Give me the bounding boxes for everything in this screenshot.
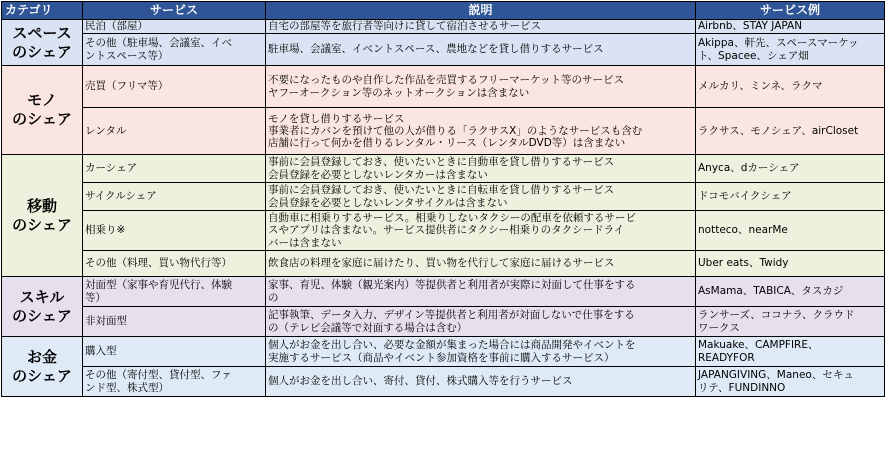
service-cell [83,20,266,34]
service-cell [83,277,266,307]
description-cell [266,34,696,66]
description-line: 飲食店の料理を家庭に届けたり、買い物を代行して家庭に届けるサービス [268,257,615,270]
examples-cell [696,183,885,211]
sharing-economy-table [1,1,885,397]
description-line: 自動車に相乗りするサービス。相乗りしないタクシーの配車を依頼するサービ [268,212,636,225]
examples-cell [696,367,885,397]
table-row [2,307,885,337]
examples-line: Airbnb、STAY JAPAN [698,20,803,33]
table-row [2,211,885,251]
examples-cell [696,211,885,251]
description-cell [266,211,696,251]
service-cell [83,337,266,367]
description-line: モノを貸し借りするサービス [268,112,405,125]
service-line: 相乗り※ [85,224,126,237]
service-cell [83,183,266,211]
description-line: 事前に会員登録しておき、使いたいときに自動車を貸し借りするサービス [268,156,615,169]
service-cell [83,307,266,337]
service-line: 等） [85,291,106,304]
service-cell [83,367,266,397]
examples-line: メルカリ、ミンネ、ラクマ [698,80,823,93]
header-description: 説明 [266,2,696,20]
description-cell [266,277,696,307]
category-label: スキル [19,287,65,306]
service-cell [83,155,266,183]
category-label: お金 [26,347,57,366]
examples-cell [696,337,885,367]
category-label: のシェア [12,110,72,128]
examples-line: JAPANGIVING、Maneo、セキュ [698,369,854,382]
header-category: カテゴリ [2,2,83,20]
service-line: その他（料理、買い物代行等） [85,257,232,270]
description-cell [266,307,696,337]
examples-line: ランサーズ、ココナラ、クラウド [698,309,855,322]
category-cell [2,66,83,155]
category-cell [2,155,83,277]
category-cell [2,20,83,66]
description-cell [266,155,696,183]
description-line: 個人がお金を出し合い、寄付、貸付、株式購入等を行うサービス [268,375,573,388]
service-line: サイクルシェア [85,190,157,203]
category-label: のシェア [12,215,72,234]
description-line: 事業者にカバンを預けて他の人が借りる「ラクサスX」のようなサービスも含む [268,124,643,137]
description-line: 不要になったものや自作した作品を売買するフリーマーケット等のサービス [268,74,625,87]
examples-cell [696,277,885,307]
description-cell [266,20,696,34]
description-line: 店舗に行って何かを借りるレンタル・リース（レンタルDVD等）は含まない [268,137,626,150]
service-line: ンド型、株式型） [85,381,169,394]
description-line: 自宅の部屋等を旅行者等向けに貸して宿泊させるサービス [268,20,541,33]
table-row [2,34,885,66]
description-line: 会員登録を必要としないレンタサイクルは含まない [268,196,508,209]
description-line: 実施するサービス（商品やイベント参加資格を事前に購入するサービス） [268,351,615,364]
service-line: 民泊（部屋） [85,20,148,33]
table-row [2,251,885,277]
description-cell [266,367,696,397]
description-line: 家事、育児、体験（観光案内）等提供者と利用者が実際に対面して仕事をする [268,279,636,292]
service-cell [83,66,266,108]
service-line: 非対面型 [85,315,127,328]
category-cell [2,337,83,397]
description-line: の（テレビ会議等で対面する場合は含む） [268,321,468,334]
examples-line: Anyca、dカーシェア [698,162,800,175]
examples-line: リテ、FUNDINNO [698,381,786,394]
category-label: スペース [12,23,72,42]
description-line: バーは含まない [268,236,342,249]
table-row [2,337,885,367]
description-cell [266,183,696,211]
examples-line: Uber eats、Twidy [698,257,789,270]
description-line: 事前に会員登録しておき、使いたいときに自転車を貸し借りするサービス [268,184,615,197]
description-line: ヤフーオークション等のネットオークションは含まない [268,86,530,99]
header-row [2,2,885,20]
description-line: 個人がお金を出し合い、必要な金額が集まった場合には商品開発やイベントを [268,339,636,352]
examples-cell [696,251,885,277]
examples-line: Makuake、CAMPFIRE、 [698,339,819,352]
examples-line: READYFOR [698,351,755,364]
category-label: のシェア [12,366,72,385]
table-row [2,183,885,211]
examples-line: ワークス [698,321,740,334]
examples-line: Akippa、軒先、スペースマーケッ [698,37,859,50]
examples-cell [696,307,885,337]
category-label: のシェア [12,306,72,325]
service-line: 対面型（家事や育児代行、体験 [85,279,232,292]
table-row [2,155,885,183]
service-cell [83,211,266,251]
table-row [2,20,885,34]
examples-line: notteco、nearMe [698,224,788,237]
examples-cell [696,20,885,34]
service-cell [83,251,266,277]
category-label: モノ [27,91,57,109]
service-line: レンタル [85,124,127,137]
examples-line: ト、Spacee、シェア畑 [698,49,809,62]
service-cell [83,108,266,155]
table-row [2,277,885,307]
description-line: の [268,291,279,304]
header-examples: サービス例 [696,2,885,20]
service-line: その他（駐車場、会議室、イベ [85,37,232,50]
description-cell [266,337,696,367]
header-service: サービス [83,2,266,20]
examples-cell [696,34,885,66]
examples-line: ドコモバイクシェア [698,190,792,203]
description-cell [266,251,696,277]
category-label: のシェア [12,42,72,61]
description-cell [266,66,696,108]
description-cell [266,108,696,155]
service-line: その他（寄付型、貸付型、ファ [85,369,232,382]
description-line: 記事執筆、データ入力、デザイン等提供者と利用者が対面しないで仕事をする [268,309,635,322]
category-cell [2,277,83,337]
examples-line: ラクサス、モノシェア、airCloset [698,124,859,137]
examples-cell [696,155,885,183]
description-line: 駐車場、会議室、イベントスペース、農地などを貸し借りするサービス [268,43,604,56]
service-line: ントスペース等） [85,49,169,62]
description-line: 会員登録を必要としないレンタカーは含まない [268,168,488,181]
table-body [2,20,885,397]
examples-cell [696,66,885,108]
category-label: 移動 [26,196,57,215]
service-cell [83,34,266,66]
service-line: カーシェア [85,162,138,175]
table-row [2,108,885,155]
service-line: 購入型 [85,345,117,358]
description-line: スやアプリは含まない。サービス提供者にタクシー相乗りのタクシードライ [268,224,625,237]
table-row [2,66,885,108]
examples-cell [696,108,885,155]
examples-line: AsMama、TABICA、タスカジ [698,285,844,298]
table-row [2,367,885,397]
service-line: 売買（フリマ等） [85,80,169,93]
